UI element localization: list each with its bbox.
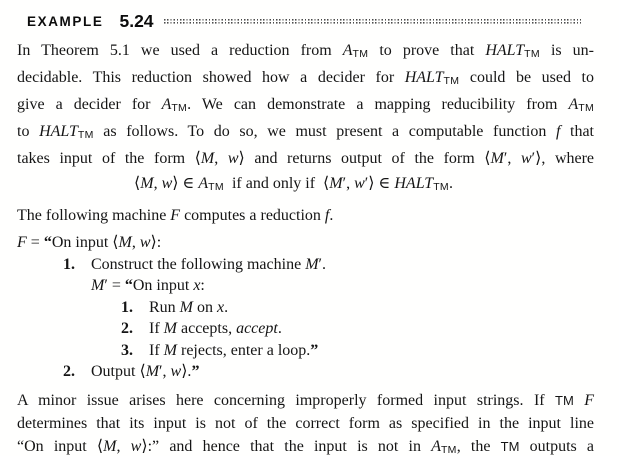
text-run: M	[118, 234, 132, 251]
text-run: TM	[77, 129, 94, 141]
text-run: is un-	[539, 42, 595, 59]
text-run: .	[329, 207, 334, 224]
machine-line	[17, 318, 594, 340]
text-run: M	[305, 255, 319, 273]
text-run: .	[224, 298, 229, 316]
text-run: TM	[443, 75, 460, 87]
text-run: F	[170, 207, 181, 224]
text-run: give a decider for	[17, 96, 162, 113]
text-run: M	[103, 437, 117, 455]
text-run: if and only if ⟨	[223, 175, 330, 192]
intro-paragraph	[17, 39, 594, 170]
text-run: f	[324, 207, 330, 224]
text-run: w	[130, 437, 142, 455]
text-line	[17, 93, 594, 120]
text-run: TM	[500, 438, 520, 454]
text-line	[17, 412, 594, 435]
text-run: F	[17, 234, 27, 251]
machine-description	[17, 232, 594, 383]
text-run: M	[200, 150, 215, 167]
machine-line	[17, 275, 594, 297]
text-run: “On input ⟨	[17, 437, 104, 455]
text-run: ⟩:” and hence that the input is not in	[141, 437, 432, 455]
machine-line	[17, 361, 594, 383]
machine-line	[17, 254, 594, 276]
text-run: “	[43, 234, 52, 251]
text-run: ′,	[159, 363, 171, 380]
text-run: . We can demonstrate a mapping reducibility from	[187, 96, 569, 113]
text-line	[17, 147, 594, 170]
machine-line	[17, 297, 594, 319]
text-run: ⟩:	[150, 234, 162, 251]
machine-line	[17, 340, 594, 362]
text-run: w	[170, 363, 182, 380]
text-run: A minor issue arises here concerning improperly formed input strings. If	[17, 391, 556, 409]
text-run: takes input of the form ⟨	[17, 150, 201, 167]
text-run: The following machine	[17, 207, 171, 224]
text-line	[17, 66, 594, 93]
text-run: computes a reduction	[180, 207, 325, 224]
text-run: M	[140, 175, 154, 192]
text-run: ⟩.	[181, 363, 192, 380]
text-run: ,	[214, 150, 228, 167]
machine-line	[17, 232, 594, 254]
text-run: ⟨	[134, 175, 141, 192]
text-run: accepts,	[176, 320, 237, 337]
text-run: M	[145, 363, 160, 380]
text-run: ′⟩ ∈	[364, 175, 395, 192]
text-run: M	[329, 175, 343, 192]
list-number: 3.	[121, 341, 133, 359]
text-run: to prove that	[368, 42, 486, 59]
text-run: M	[163, 341, 177, 359]
machine-intro-paragraph	[17, 204, 594, 227]
text-run: M	[163, 320, 177, 337]
text-run: A	[342, 42, 353, 59]
text-run: to	[17, 123, 40, 140]
text-run: could be used to	[459, 69, 594, 86]
text-run: on	[193, 298, 217, 316]
text-run: Construct the following machine	[91, 255, 306, 273]
example-header	[27, 10, 594, 32]
text-run: x	[217, 298, 225, 316]
text-run: ′,	[503, 150, 521, 167]
dotted-rule	[164, 19, 581, 24]
text-run: x	[193, 277, 201, 294]
text-run: decidable. This reduction showed how a decider for	[17, 69, 405, 86]
text-run: w	[139, 234, 151, 251]
text-run: ”	[310, 341, 319, 359]
text-run: w	[354, 175, 365, 192]
text-run: ,	[153, 175, 162, 192]
text-run: w	[227, 150, 239, 167]
text-run: ′⟩, where	[531, 150, 595, 167]
text-run: .	[448, 175, 453, 192]
text-run: determines that its input is not of the correct form as specified in the input line	[17, 414, 594, 432]
text-run: M	[179, 298, 193, 316]
text-run: On input	[132, 277, 194, 294]
text-run: ⟩ ∈	[172, 175, 199, 192]
text-run: M	[91, 277, 105, 294]
text-run: w	[161, 175, 173, 192]
text-run: A	[568, 96, 579, 113]
example-label: EXAMPLE	[27, 13, 104, 29]
text-run: ′ =	[104, 277, 125, 294]
text-run: TM	[352, 48, 369, 60]
note-paragraph	[17, 389, 594, 456]
text-run: :	[200, 277, 205, 294]
text-run: TM	[208, 181, 224, 193]
text-run: A	[161, 96, 172, 113]
text-run: TM	[555, 392, 574, 408]
text-line	[17, 204, 594, 227]
text-run: HALT	[404, 69, 444, 86]
text-run: rejects, enter a loop.	[176, 341, 311, 359]
text-line	[17, 389, 594, 412]
example-number: 5.24	[119, 10, 154, 31]
list-number: 2.	[63, 363, 75, 380]
text-run: A	[198, 175, 209, 192]
text-run: ′,	[342, 175, 355, 192]
list-number: 1.	[121, 298, 133, 316]
list-number: 2.	[121, 320, 133, 337]
list-number: 1.	[63, 255, 75, 273]
text-run: .	[277, 320, 282, 337]
display-equation	[5, 172, 582, 199]
text-run: ,	[116, 437, 131, 455]
text-run: If	[149, 320, 164, 337]
text-run: outputs a	[519, 437, 595, 455]
text-run: TM	[440, 443, 457, 456]
text-run: A	[431, 437, 441, 455]
text-run: HALT	[394, 175, 434, 192]
text-run: ′.	[318, 255, 327, 273]
text-run: f	[555, 123, 561, 140]
text-run: =	[26, 234, 44, 251]
text-run: HALT	[39, 123, 78, 140]
text-line	[17, 120, 594, 147]
text-run: ,	[131, 234, 140, 251]
text-run: Output ⟨	[91, 363, 146, 380]
text-run: On input ⟨	[51, 234, 119, 251]
text-run: TM	[524, 48, 540, 60]
text-run: as follows. To do so, we must present a computable function	[93, 123, 556, 140]
text-run: Run	[149, 298, 180, 316]
text-run: In Theorem 5.1 we used a reduction from	[17, 42, 343, 59]
text-run: TM	[433, 181, 449, 193]
text-run: ⟩ and returns output of the form ⟨	[238, 150, 491, 167]
text-run: F	[584, 391, 594, 409]
text-run: HALT	[485, 42, 525, 59]
text-run: , the	[456, 437, 501, 455]
text-run: TM	[578, 102, 594, 114]
text-run: M	[490, 150, 504, 167]
text-run: ”	[191, 363, 200, 380]
text-line	[17, 435, 594, 456]
text-run: that	[560, 123, 594, 140]
text-run	[574, 392, 584, 409]
text-run: “	[124, 277, 133, 294]
text-run: TM	[171, 102, 188, 114]
text-run: If	[149, 341, 164, 359]
text-line	[17, 39, 594, 66]
text-run: accept	[236, 320, 278, 337]
text-run: w	[520, 150, 532, 167]
